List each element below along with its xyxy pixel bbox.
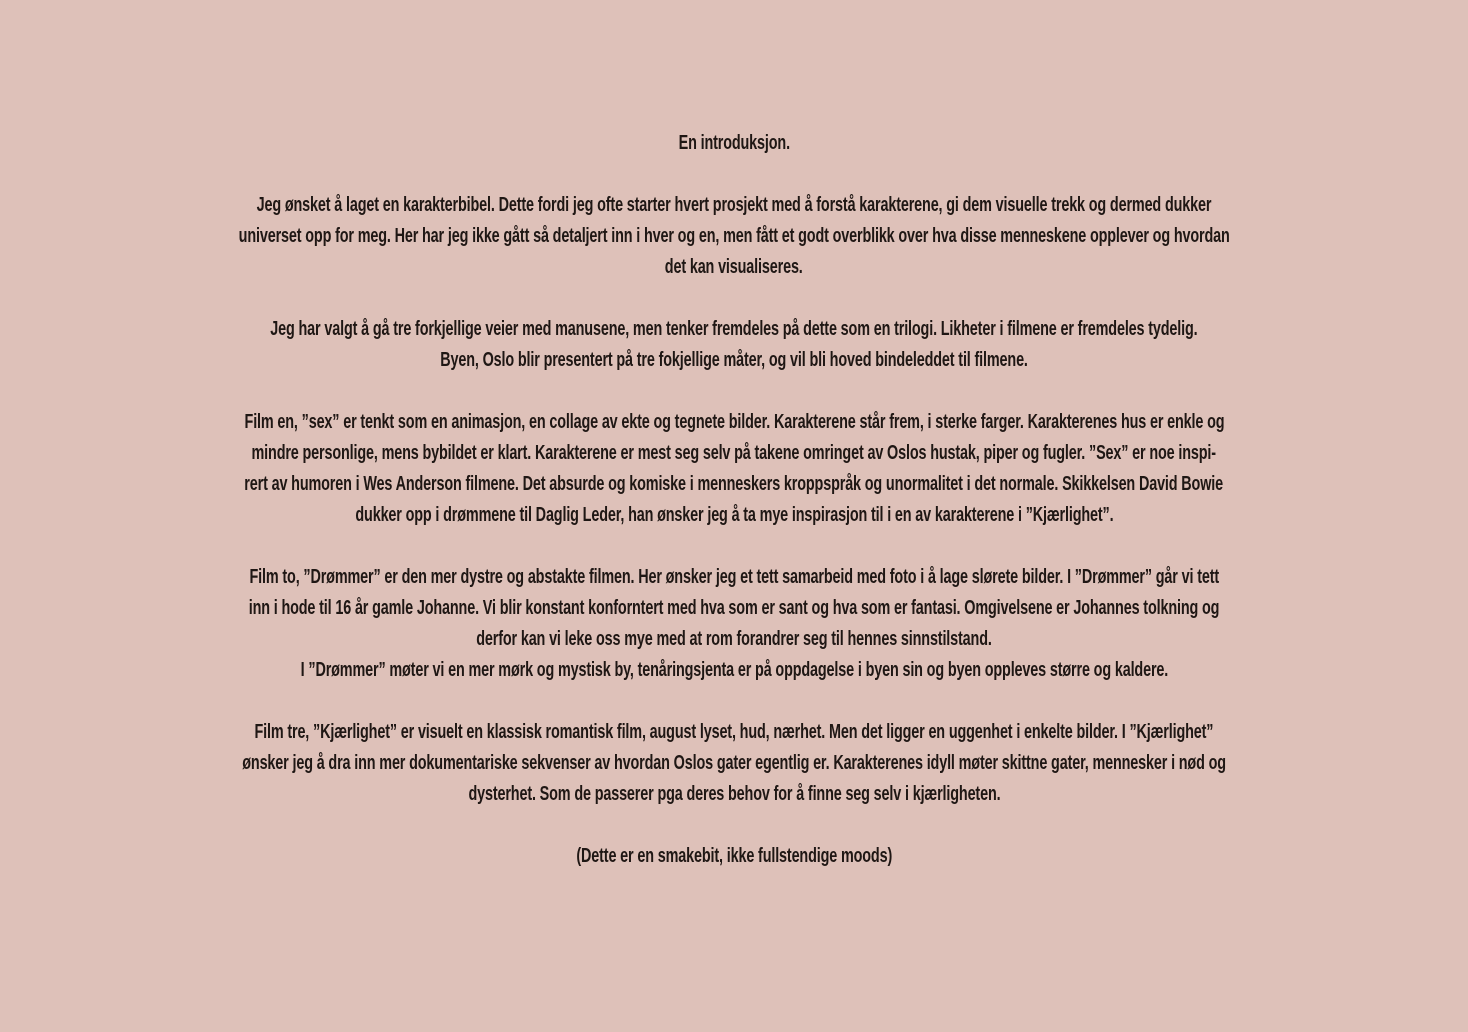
- paragraph-intro: [0, 190, 1468, 283]
- paragraph-film-one: [0, 407, 1468, 531]
- spacer: [0, 531, 1468, 562]
- spacer: [0, 376, 1468, 407]
- paragraph-line: det kan visualiseres.: [665, 256, 803, 278]
- paragraph-film-two: [0, 562, 1468, 686]
- paragraph-line: Film tre, ”Kjærlighet” er visuelt en klassisk romantisk film, august lyset, hud, nærhet. Men det ligger en uggenhet i enkelte bilder. I ”Kjærlighet”: [254, 721, 1214, 743]
- spacer: [0, 686, 1468, 717]
- spacer: [0, 283, 1468, 314]
- spacer: [0, 810, 1468, 841]
- paragraph-trilogy: [0, 314, 1468, 376]
- paragraph-line: Jeg har valgt å gå tre forkjellige veier med manusene, men tenker fremdeles på dette som en trilogi. Likheter i filmene er fremdeles tydelig.: [270, 318, 1198, 340]
- closing-note: (Dette er en smakebit, ikke fullstendige moods): [576, 845, 892, 867]
- paragraph-line: ønsker jeg å dra inn mer dokumentariske sekvenser av hvordan Oslos gater egentlig er. Karakterenes idyll møter skittne gater, mennesker i nød og: [242, 752, 1226, 774]
- document-title: En introduksjon.: [678, 132, 790, 154]
- paragraph-line: dysterhet. Som de passerer pga deres behov for å finne seg selv i kjærligheten.: [467, 783, 1001, 805]
- paragraph-line: I ”Drømmer” møter vi en mer mørk og mystisk by, tenåringsjenta er på oppdagelse i byen sin og byen oppleves større og kaldere.: [300, 659, 1168, 681]
- paragraph-film-three: [0, 717, 1468, 810]
- paragraph-line: dukker opp i drømmene til Daglig Leder, han ønsker jeg å ta mye inspirasjon til i en av karakterene i ”Kjærlighet”.: [354, 504, 1114, 526]
- paragraph-line: Byen, Oslo blir presentert på tre fokjellige måter, og vil bli hoved bindeleddet til filmene.: [440, 349, 1028, 371]
- paragraph-line: universet opp for meg. Her har jeg ikke gått så detaljert inn i hver og en, men fått et godt overblikk over hva disse menneskene opplever og hvordan: [238, 225, 1230, 247]
- spacer: [0, 159, 1468, 190]
- paragraph-line: mindre personlige, mens bybildet er klart. Karakterene er mest seg selv på takene omringet av Oslos hustak, piper og fugler. ”Sex” er noe inspi-: [251, 442, 1217, 464]
- paragraph-line: derfor kan vi leke oss mye med at rom forandrer seg til hennes sinnstilstand.: [476, 628, 992, 650]
- paragraph-line: rert av humoren i Wes Anderson filmene. Det absurde og komiske i menneskers kroppspråk og unormalitet i det normale. Skikkelsen David Bowie: [244, 473, 1224, 495]
- paragraph-line: inn i hode til 16 år gamle Johanne. Vi blir konstant konforntert med hva som er sant og hva som er fantasi. Omgivelsene er Johannes tolkning og: [248, 597, 1220, 619]
- paragraph-line: Film to, ”Drømmer” er den mer dystre og abstakte filmen. Her ønsker jeg et tett samarbeid med foto i å lage slørete bilder. I ”Drømmer” går vi tett: [249, 566, 1219, 588]
- paragraph-line: Jeg ønsket å laget en karakterbibel. Dette fordi jeg ofte starter hvert prosjekt med å forstå karakterene, gi dem visuelle trekk og dermed dukker: [256, 194, 1212, 216]
- paragraph-line: Film en, ”sex” er tenkt som en animasjon, en collage av ekte og tegnete bilder. Karakterene står frem, i sterke farger. Karakterenes hus er enkle og: [244, 411, 1224, 433]
